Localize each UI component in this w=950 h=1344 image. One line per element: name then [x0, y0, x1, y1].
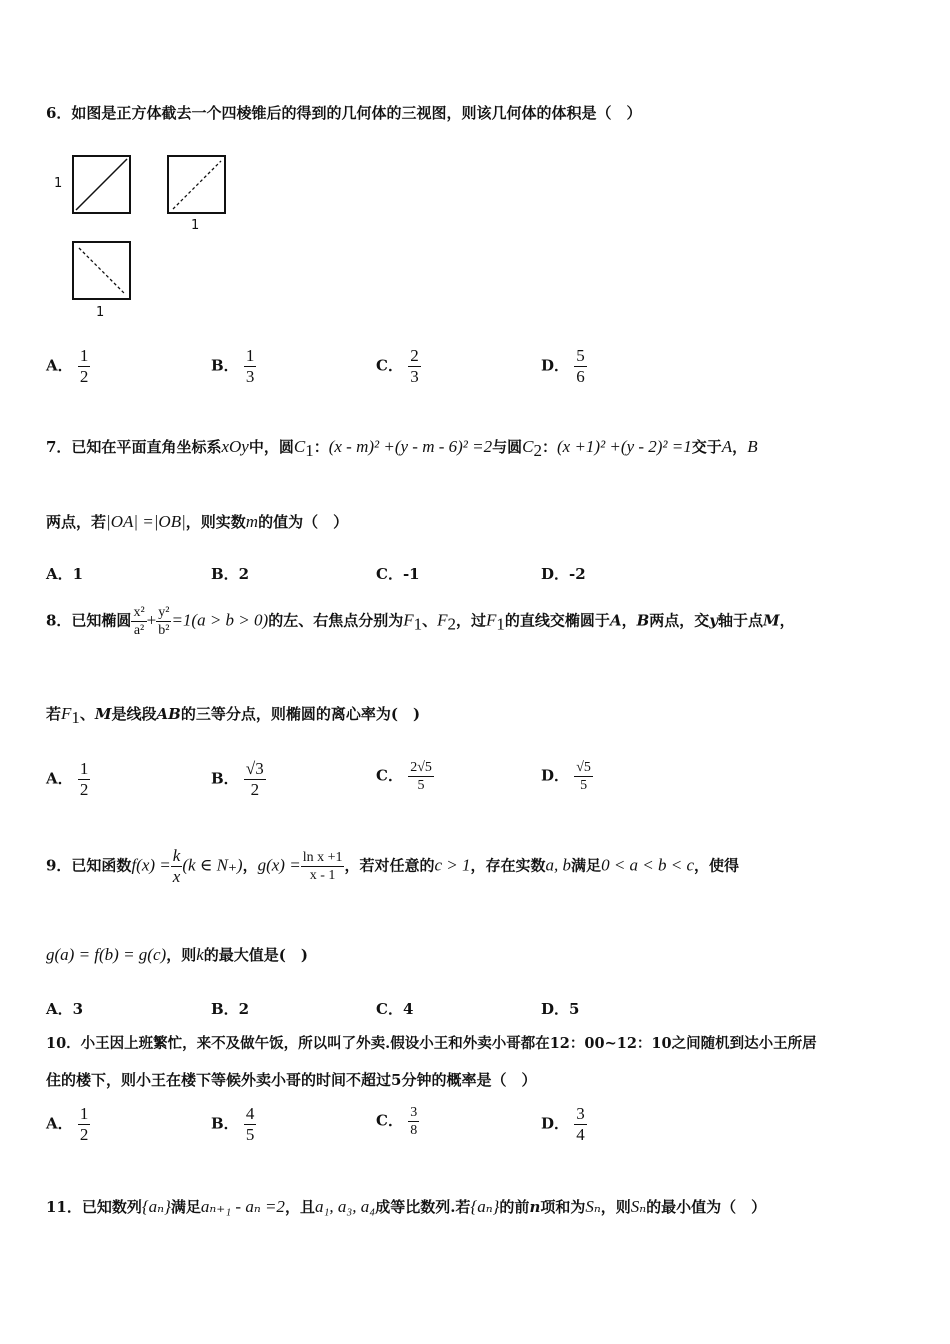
q9-option-b[interactable]: B．2 — [211, 1000, 250, 1018]
top-view — [72, 241, 131, 300]
q10-stem-line1: 10．小王因上班繁忙，来不及做午饭，所以叫了外卖.假设小王和外卖小哥都在12：00~12：10之间随机到达小王所居 — [46, 1035, 817, 1052]
side-view — [167, 155, 226, 214]
q9-stem-line2: g(a) = f(b) = g(c)，则k的最大值是( ) — [46, 945, 308, 964]
top-view-dashed-diagonal — [74, 243, 129, 298]
q6-option-a[interactable]: A． $\frac{1}{2}$ — [46, 346, 89, 386]
front-view-label: 1 — [54, 176, 63, 191]
q7-stem-line2: 两点，若|OA| =|OB|，则实数m的值为（ ） — [46, 512, 349, 531]
q8-stem-line2: 若$F_1$、M是线段AB的三等分点，则椭圆的离心率为( ) — [46, 704, 421, 727]
q9-stem-line1: 9．已知函数f(x) = $\frac{k}{x}$ (k ∈ N₊)，g(x) = $\frac{\text{ln x +1}}{x - 1}$ ，若对任意的c > 1，存在实数a, b满足0 < a < b < c，使得 — [46, 846, 740, 886]
q7-option-a[interactable]: A．1 — [46, 565, 84, 583]
q8-option-b[interactable]: B． $\frac{√3}{2}$ — [211, 759, 264, 799]
q6-stem: 6．如图是正方体截去一个四棱锥后的得到的几何体的三视图，则该几何体的体积是（ ） — [46, 104, 642, 122]
q10-stem-line2: 住的楼下，则小王在楼下等候外卖小哥的时间不超过5分钟的概率是（ ） — [46, 1071, 537, 1089]
q9-option-a[interactable]: A．3 — [46, 1000, 84, 1018]
q8-option-d[interactable]: D． $\frac{√5}{5}$ — [541, 760, 591, 793]
q8-option-c[interactable]: C． $\frac{2√5}{5}$ — [376, 760, 432, 793]
front-view-diagonal — [74, 157, 129, 212]
q7-option-d[interactable]: D．-2 — [541, 565, 586, 583]
q8-option-a[interactable]: A． $\frac{1}{2}$ — [46, 759, 89, 799]
q7-stem-line1: 7．已知在平面直角坐标系xOy中，圆$C_1$：(x - m)² +(y - m - 6)² =2与圆$C_2$：(x +1)² +(y - 2)² =1交于A，B — [46, 437, 758, 460]
q9-option-c[interactable]: C．4 — [376, 1000, 414, 1018]
q6-option-c[interactable]: C． $\frac{2}{3}$ — [376, 346, 419, 386]
q6-option-b[interactable]: B． $\frac{1}{3}$ — [211, 346, 255, 386]
q10-option-d[interactable]: D． $\frac{3}{4}$ — [541, 1104, 585, 1144]
front-view — [72, 155, 131, 214]
top-view-label: 1 — [96, 305, 105, 320]
q10-option-a[interactable]: A． $\frac{1}{2}$ — [46, 1104, 89, 1144]
q6-option-d[interactable]: D． $\frac{5}{6}$ — [541, 346, 585, 386]
side-view-dashed-diagonal — [169, 157, 224, 212]
side-view-label: 1 — [191, 218, 200, 233]
q7-option-c[interactable]: C．-1 — [376, 565, 420, 583]
q7-option-b[interactable]: B．2 — [211, 565, 250, 583]
q10-option-b[interactable]: B． $\frac{4}{5}$ — [211, 1104, 255, 1144]
q10-option-c[interactable]: C． $\frac{3}{8}$ — [376, 1105, 418, 1138]
q11-stem: 11．已知数列{aₙ}满足aₙ₊₁ - aₙ =2，且a₁, a₃, a₄成等比数列.若{aₙ}的前n项和为Sₙ，则Sₙ的最小值为（ ） — [46, 1197, 767, 1216]
q8-stem-line1: 8．已知椭圆 $\frac{\text{x²}}{\text{a²}}$ + $\frac{\text{y²}}{\text{b²}}$ =1(a > b > 0)的左、右焦点分别为$F_1$、$F_2$，过$F_1$的直线交椭圆于A，B两点，交y轴于点M， — [46, 605, 795, 638]
q9-option-d[interactable]: D．5 — [541, 1000, 580, 1018]
